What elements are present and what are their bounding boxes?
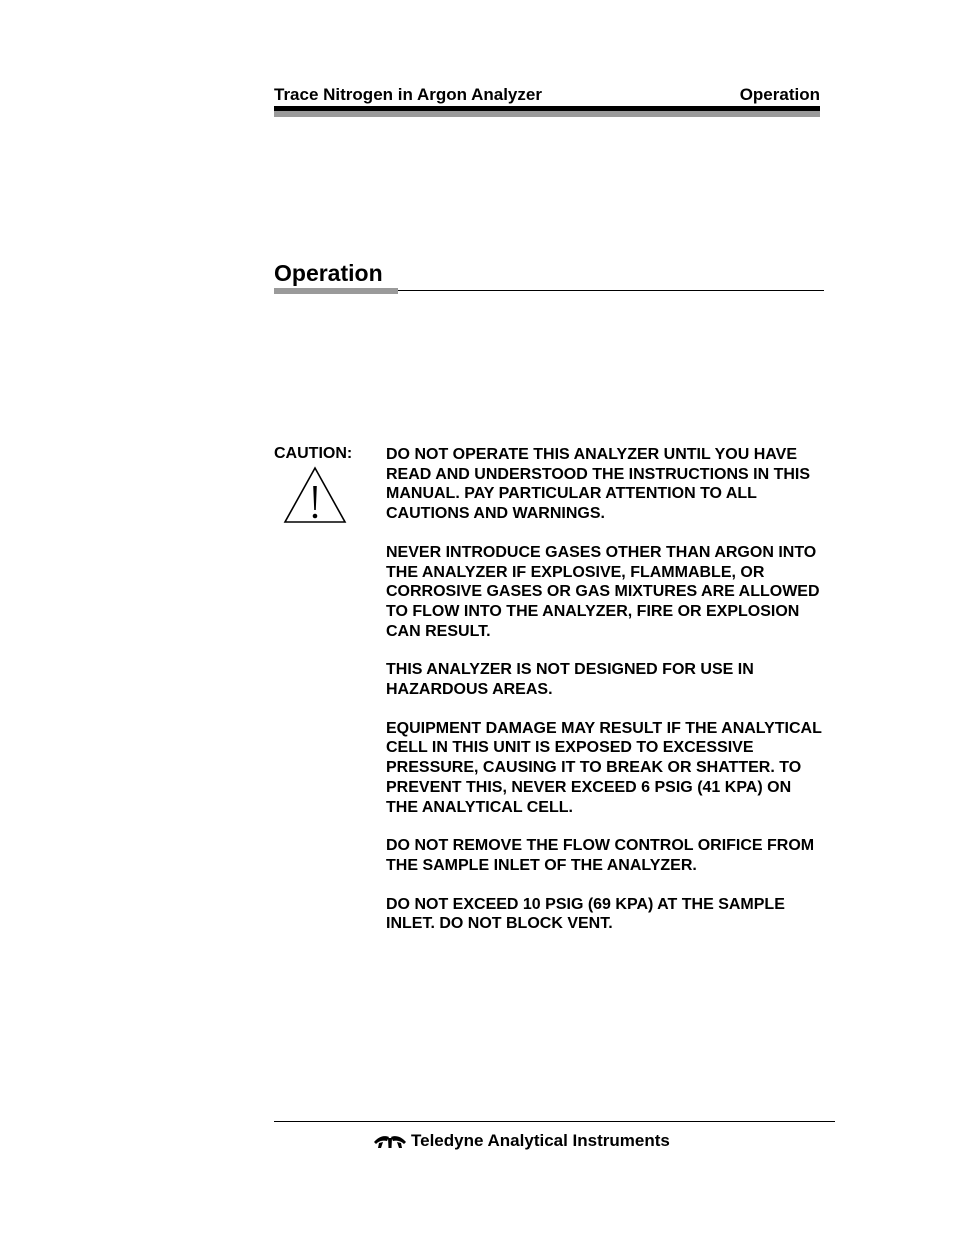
section-title-rule [398,290,824,291]
caution-paragraph-pressure: EQUIPMENT DAMAGE MAY RESULT IF THE ANALYTICAL CELL IN THIS UNIT IS EXPOSED TO EXCESSIVE PRESSURE, CAUSING IT TO BREAK OR SHATTER. TO PREVENT THIS, NEVER EXCEED 6 PSIG (41 KPA) ON THE ANALYTICAL CELL. [386,719,822,816]
caution-paragraph-sample-inlet: DO NOT EXCEED 10 PSIG (69 KPA) AT THE SAMPLE INLET. DO NOT BLOCK VENT. [386,895,785,933]
teledyne-logo-icon [373,1133,407,1149]
section-title: Operation [274,260,383,286]
caution-paragraph-gases: NEVER INTRODUCE GASES OTHER THAN ARGON INTO THE ANALYZER IF EXPLOSIVE, FLAMMABLE, OR CORROSIVE GASES OR GAS MIXTURES ARE ALLOWED TO FLOW INTO THE ANALYZER, FIRE OR EXPLOSION CAN RESULT. [386,543,820,640]
header-section-name: Operation [739,85,820,104]
caution-paragraph-hazardous-areas: THIS ANALYZER IS NOT DESIGNED FOR USE IN HAZARDOUS AREAS. [386,661,754,699]
caution-paragraph-read-manual: DO NOT OPERATE THIS ANALYZER UNTIL YOU HAVE READ AND UNDERSTOOD THE INSTRUCTIONS IN THIS MANUAL. PAY PARTICULAR ATTENTION TO ALL CAUTIONS AND WARNINGS. [386,446,811,523]
footer-company-name: Teledyne Analytical Instruments [411,1131,670,1150]
footer-rule [274,1121,835,1122]
warning-triangle-icon [283,466,347,524]
section-title-underbar [274,288,398,294]
caution-label: CAUTION: [274,445,353,462]
caution-warnings [386,445,826,953]
page-header [274,85,820,105]
caution-paragraph-orifice: DO NOT REMOVE THE FLOW CONTROL ORIFICE FROM THE SAMPLE INLET OF THE ANALYZER. [386,837,815,874]
page-footer [373,1130,670,1152]
header-document-title: Trace Nitrogen in Argon Analyzer [274,85,542,104]
header-rule-gray [274,111,820,117]
